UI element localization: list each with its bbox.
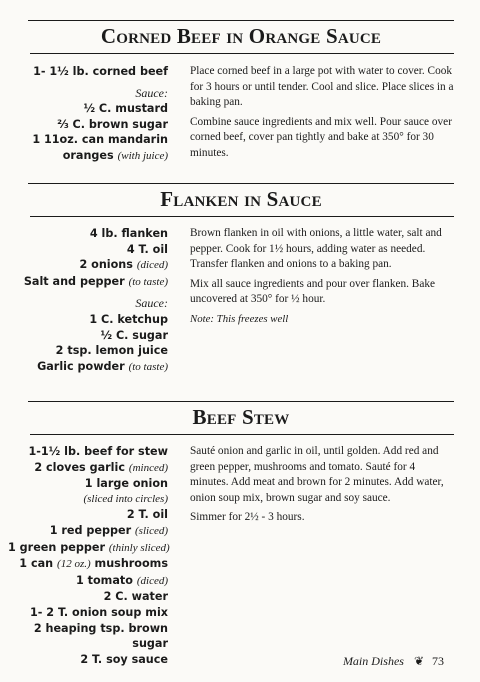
ingredient-note: (diced): [136, 574, 168, 587]
ingredient-text: 2 tsp. lemon juice: [55, 344, 168, 358]
title-rule: [30, 434, 454, 435]
ingredient-list: [8, 64, 168, 165]
title-rule: [30, 216, 454, 217]
direction-paragraph: Place corned beef in a large pot with water to cover. Cook for 3 hours or until tender. Cool and slice. Place slices in a baking pan.: [190, 65, 454, 109]
ingredient-text: 2 cloves garlic: [34, 460, 125, 474]
ingredient-line: [8, 540, 168, 557]
ingredient-line: [8, 257, 168, 274]
ingredient-note: (minced): [128, 461, 168, 474]
ingredient-text: 1 tomato: [75, 573, 133, 587]
title-rule: [30, 53, 454, 54]
ingredient-line: [8, 621, 168, 637]
ingredient-line: [8, 242, 168, 258]
ingredient-line: [8, 148, 168, 165]
ingredient-text: Salt and pepper: [23, 274, 125, 288]
ingredient-line: [8, 589, 168, 605]
ingredient-text: Garlic powder: [37, 359, 125, 373]
ingredient-line: [8, 460, 168, 477]
ingredient-text: 2 C. water: [103, 590, 168, 604]
recipe-note: Note: This freezes well: [190, 312, 289, 325]
ingredient-text: 2 heaping tsp. brown: [33, 621, 168, 635]
ingredient-note: (thinly sliced): [108, 541, 170, 554]
ingredient-text: ½ C. sugar: [100, 328, 168, 342]
ingredient-line: [8, 652, 168, 668]
ingredient-line: [8, 64, 168, 80]
recipe-title: Flanken in Sauce: [160, 187, 322, 211]
recipe-title: Corned Beef in Orange Sauce: [100, 24, 382, 48]
ingredient-text: 1 can: [19, 557, 54, 571]
direction-paragraph: Brown flanken in oil with onions, a little water, salt and pepper. Cook for 1½ hours, adding water as needed. Transfer flanken and onions to a baking pan.: [190, 227, 442, 271]
direction-paragraph: Simmer for 2½ - 3 hours.: [190, 511, 305, 524]
recipe-title: Beef Stew: [192, 405, 290, 429]
ingredient-text: 1- 1½ lb. corned beef: [33, 65, 168, 78]
ingredient-text: mushrooms: [94, 557, 168, 571]
page-footer: [343, 654, 444, 669]
ingredient-note: (sliced): [135, 524, 168, 537]
ingredient-note: (to taste): [128, 275, 168, 288]
ingredient-text: 2 onions: [79, 258, 133, 272]
ingredient-line: [8, 605, 168, 621]
ingredient-text: 1 C. ketchup: [89, 312, 168, 326]
ingredient-line: [8, 359, 168, 376]
directions: [190, 64, 456, 166]
ingredient-line: [8, 444, 168, 460]
ingredient-text: ½ C. mustard: [83, 102, 168, 116]
ingredient-note: (with juice): [117, 149, 168, 162]
directions: [190, 444, 456, 530]
ingredient-text: 1 large onion: [84, 477, 168, 491]
ingredient-text: oranges: [62, 148, 114, 162]
section-label: Main Dishes: [342, 654, 404, 668]
ingredient-text: 4 T. oil: [126, 242, 168, 256]
fleuron-icon: ❦: [413, 654, 424, 668]
ingredient-line: [8, 573, 168, 590]
ingredient-text: 1 red pepper: [49, 523, 132, 537]
ingredient-list: [8, 444, 168, 667]
ingredient-line: [8, 507, 168, 523]
ingredient-text: 1- 2 T. onion soup mix: [29, 605, 168, 619]
directions: [190, 226, 456, 332]
ingredient-text: 1 green pepper: [8, 540, 105, 554]
ingredient-text: 2 T. soy sauce: [80, 652, 168, 666]
page-number: 73: [432, 654, 444, 668]
direction-paragraph: Combine sauce ingredients and mix well. Pour sauce over corned beef, cover pan tightly and bake at 350° for 30 minutes.: [190, 115, 452, 159]
top-rule: [28, 20, 454, 21]
ingredient-note: (12 oz.): [57, 558, 91, 571]
ingredient-text: 1 11oz. can mandarin: [32, 133, 168, 147]
ingredient-line: [8, 312, 168, 328]
ingredient-line: [8, 274, 168, 291]
ingredient-text: 1-1½ lb. beef for stew: [28, 445, 168, 458]
ingredient-line: [8, 343, 168, 359]
direction-paragraph: Mix all sauce ingredients and pour over flanken. Bake uncovered at 350° for ½ hour.: [190, 277, 436, 306]
ingredient-text: 4 lb. flanken: [89, 227, 168, 240]
ingredient-line: [8, 117, 168, 133]
ingredient-text: 2 T. oil: [126, 508, 168, 522]
ingredient-line: [8, 556, 168, 573]
ingredient-line: [8, 226, 168, 242]
ingredient-note: (diced): [136, 259, 168, 272]
ingredient-line: [8, 328, 168, 344]
top-rule: [28, 183, 454, 184]
ingredient-note: (to taste): [128, 360, 168, 373]
top-rule: [28, 401, 454, 402]
ingredient-line: [8, 636, 168, 652]
ingredient-note: (sliced into circles): [83, 492, 168, 505]
direction-paragraph: Sauté onion and garlic in oil, until golden. Add red and green pepper, mushrooms and tomato. Sauté for 4 minutes. Add meat and brown for 2 minutes. Add water, onion soup mix, brown sugar and soy sauce.: [190, 445, 444, 504]
ingredient-text: sugar: [132, 637, 168, 651]
ingredient-list: [8, 226, 168, 375]
sauce-subheading: Sauce:: [135, 85, 168, 100]
ingredient-line: [8, 101, 168, 117]
ingredient-text: ⅔ C. brown sugar: [57, 117, 168, 131]
ingredient-line: [8, 476, 168, 492]
ingredient-line: [8, 132, 168, 148]
ingredient-line: [8, 523, 168, 540]
sauce-subheading: Sauce:: [135, 296, 168, 311]
